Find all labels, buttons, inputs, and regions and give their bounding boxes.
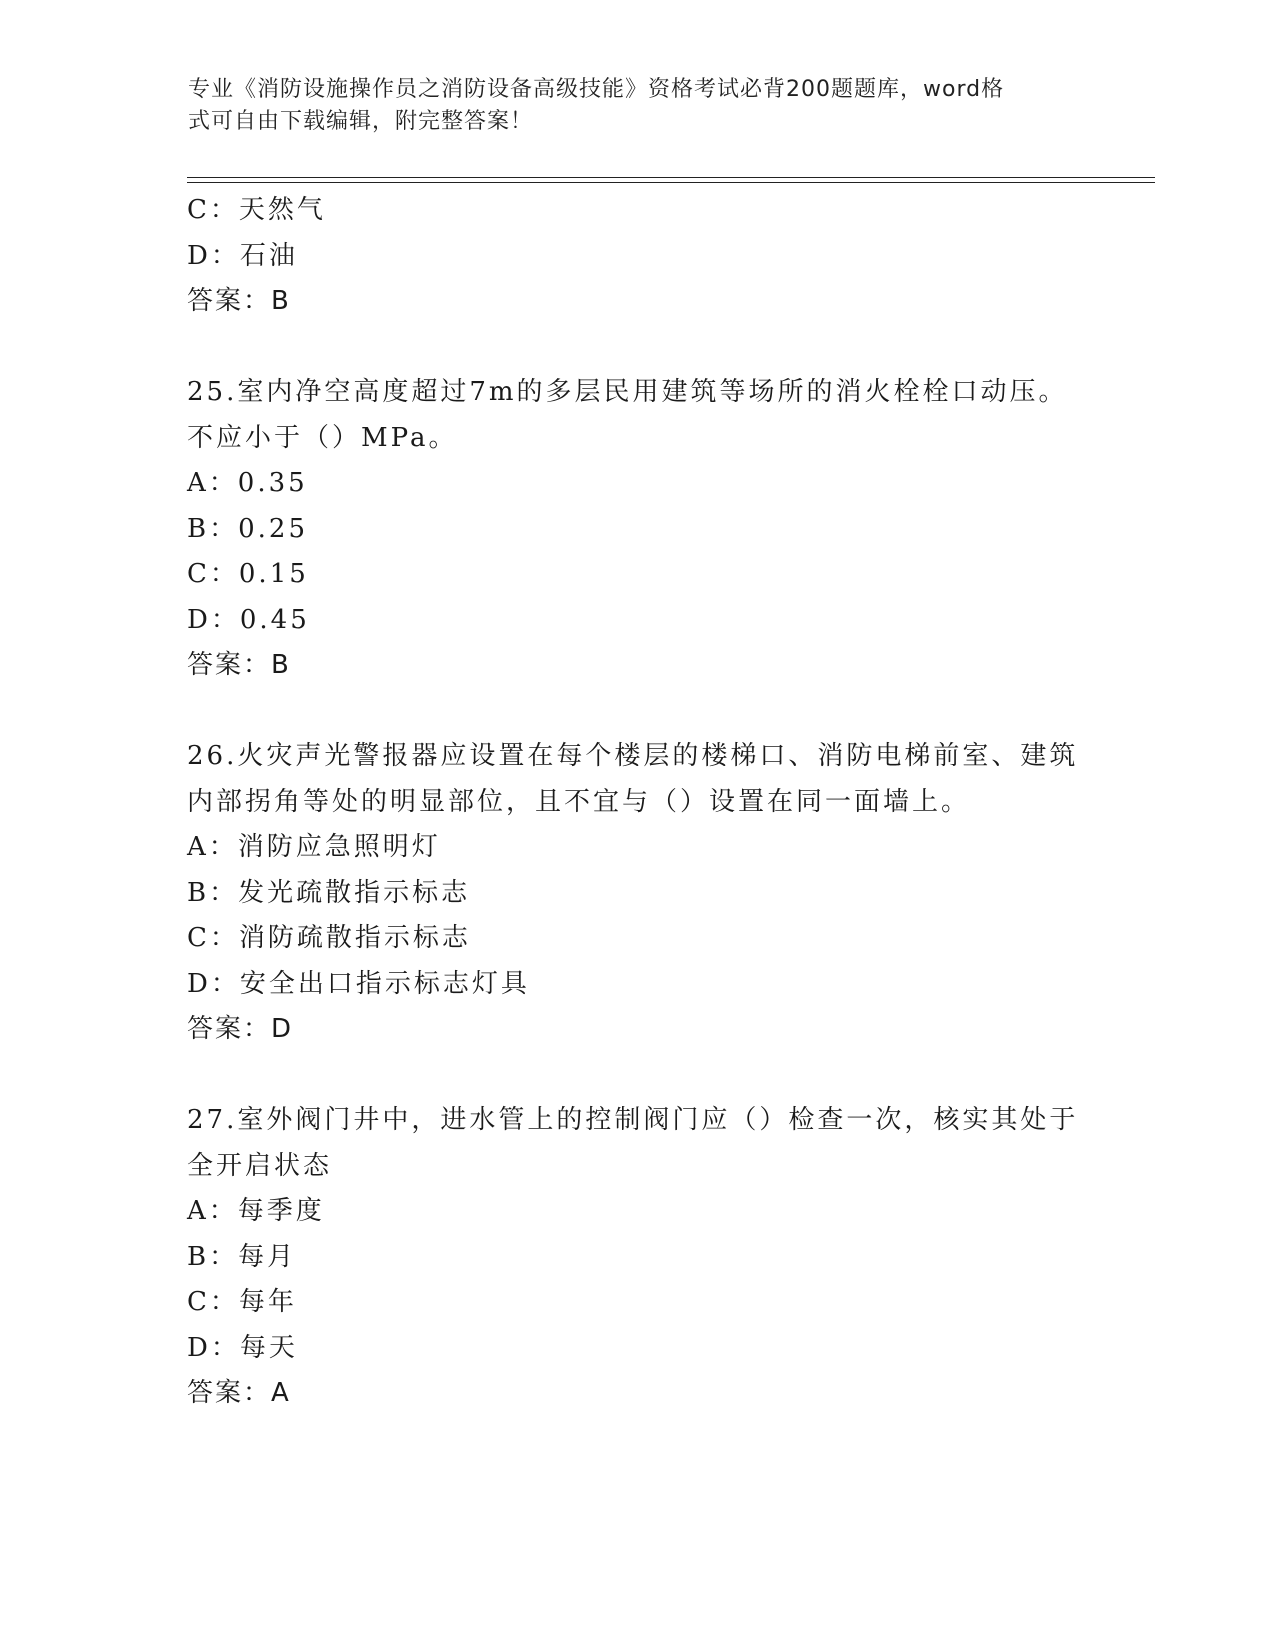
option-b: B：0.25 <box>187 513 308 544</box>
header-line-2: 式可自由下载编辑，附完整答案！ <box>188 109 534 134</box>
question-26 <box>187 734 1087 1053</box>
option-a: A：消防应急照明灯 <box>187 832 441 862</box>
option-c: C：天然气 <box>187 195 326 225</box>
document-header <box>188 74 1068 138</box>
option-c: C：消防疏散指示标志 <box>187 923 471 953</box>
option-d: D：安全出口指示标志灯具 <box>187 968 530 999</box>
question-stem-continued: 全开启状态 <box>187 1150 333 1181</box>
header-divider-top <box>187 177 1155 178</box>
question-stem: 27.室外阀门井中，进水管上的控制阀门应（）检查一次，核实其处于 <box>187 1105 1079 1135</box>
option-d: D：每天 <box>187 1332 298 1363</box>
option-a: A：每季度 <box>187 1196 325 1226</box>
question-stem: 26.火灾声光警报器应设置在每个楼层的楼梯口、消防电梯前室、建筑 <box>187 741 1079 771</box>
header-divider-bottom <box>187 182 1155 183</box>
spacer <box>187 689 1087 735</box>
question-stem-continued: 不应小于（）MPa。 <box>187 422 458 453</box>
option-b: B：每月 <box>187 1241 297 1272</box>
question-27 <box>187 1098 1087 1417</box>
option-d: D：石油 <box>187 240 298 271</box>
option-c: C：0.15 <box>187 559 309 589</box>
spacer <box>187 325 1087 371</box>
question-24-tail <box>187 188 1087 325</box>
question-stem: 25.室内净空高度超过7m的多层民用建筑等场所的消火栓栓口动压。 <box>187 377 1068 407</box>
option-a: A：0.35 <box>187 468 308 498</box>
spacer <box>187 1053 1087 1099</box>
header-line-1: 专业《消防设施操作员之消防设备高级技能》资格考试必背200题题库，word格 <box>188 77 1005 102</box>
option-d: D：0.45 <box>187 604 310 635</box>
answer-line: 答案：B <box>187 286 291 316</box>
answer-line: 答案：D <box>187 1014 294 1044</box>
question-list <box>187 188 1087 1417</box>
question-25 <box>187 370 1087 689</box>
question-stem-continued: 内部拐角等处的明显部位，且不宜与（）设置在同一面墙上。 <box>187 786 971 817</box>
answer-line: 答案：A <box>187 1378 291 1408</box>
answer-line: 答案：B <box>187 650 291 680</box>
option-b: B：发光疏散指示标志 <box>187 877 471 908</box>
option-c: C：每年 <box>187 1287 297 1317</box>
